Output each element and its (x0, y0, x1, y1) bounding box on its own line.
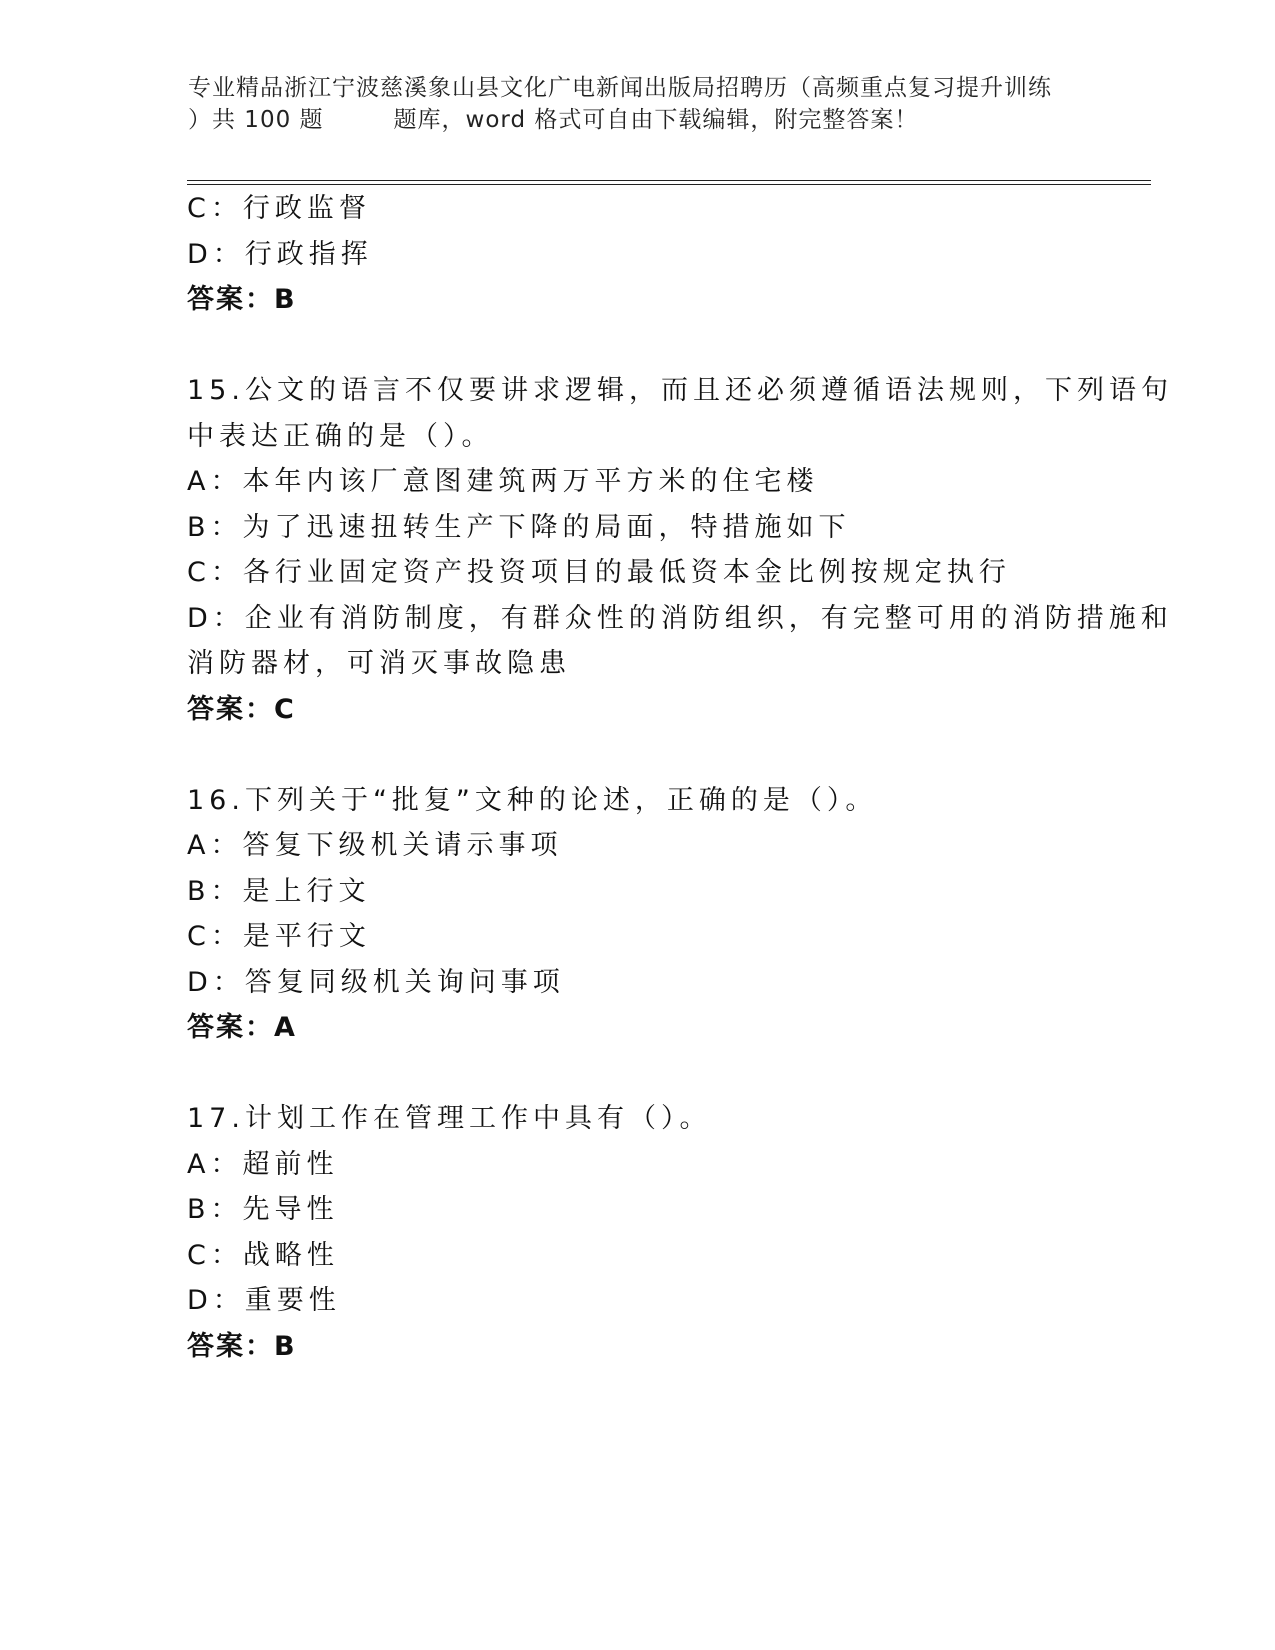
option-b: B：为了迅速扭转生产下降的局面，特措施如下 (187, 511, 851, 543)
question-text-continued: 中表达正确的是（）。 (187, 420, 494, 452)
question-block-prev (187, 186, 1087, 323)
option-c: C：战略性 (187, 1239, 339, 1271)
question-text: 16.下列关于“批复”文种的论述，正确的是（）。 (187, 784, 878, 816)
question-block-17 (187, 1096, 1087, 1369)
answer-line: 答案：A (187, 1012, 297, 1043)
option-d: D：答复同级机关询问事项 (187, 966, 565, 998)
option-b: B：是上行文 (187, 875, 371, 907)
question-block-16 (187, 778, 1087, 1051)
header-count: ）共 100 题 (188, 107, 324, 133)
question-spacer (187, 732, 1087, 778)
option-a: A：超前性 (187, 1148, 339, 1180)
option-c: C：是平行文 (187, 921, 371, 952)
option-d: D：重要性 (187, 1285, 341, 1316)
question-text: 15.公文的语言不仅要讲求逻辑，而且还必须遵循语法规则，下列语句 (187, 375, 1173, 406)
document-header (188, 72, 1088, 136)
question-block-15 (187, 368, 1173, 732)
option-c: C：各行业固定资产投资项目的最低资本金比例按规定执行 (187, 557, 1011, 588)
option-a: A：本年内该厂意图建筑两万平方米的住宅楼 (187, 466, 819, 497)
option-d: D：行政指挥 (187, 238, 373, 270)
option-d: D：企业有消防制度，有群众性的消防组织，有完整可用的消防措施和 (187, 602, 1173, 634)
header-line-1: 专业精品浙江宁波慈溪象山县文化广电新闻出版局招聘历（高频重点复习提升训练 (188, 75, 1052, 101)
header-description: 题库，word 格式可自由下载编辑，附完整答案！ (393, 107, 919, 133)
document-body (187, 186, 1173, 1369)
header-divider-top (187, 180, 1151, 181)
option-d-continued: 消防器材，可消灭事故隐患 (187, 648, 571, 679)
option-c: C：行政监督 (187, 193, 371, 224)
answer-line: 答案：C (187, 693, 296, 725)
question-spacer (187, 323, 1087, 369)
answer-line: 答案：B (187, 1330, 297, 1362)
answer-line: 答案：B (187, 284, 297, 315)
header-divider-bottom (187, 184, 1151, 185)
question-spacer (187, 1051, 1087, 1097)
question-text: 17.计划工作在管理工作中具有（）。 (187, 1103, 712, 1134)
option-b: B：先导性 (187, 1194, 339, 1225)
header-line-2 (188, 104, 1088, 136)
option-a: A：答复下级机关请示事项 (187, 830, 563, 861)
